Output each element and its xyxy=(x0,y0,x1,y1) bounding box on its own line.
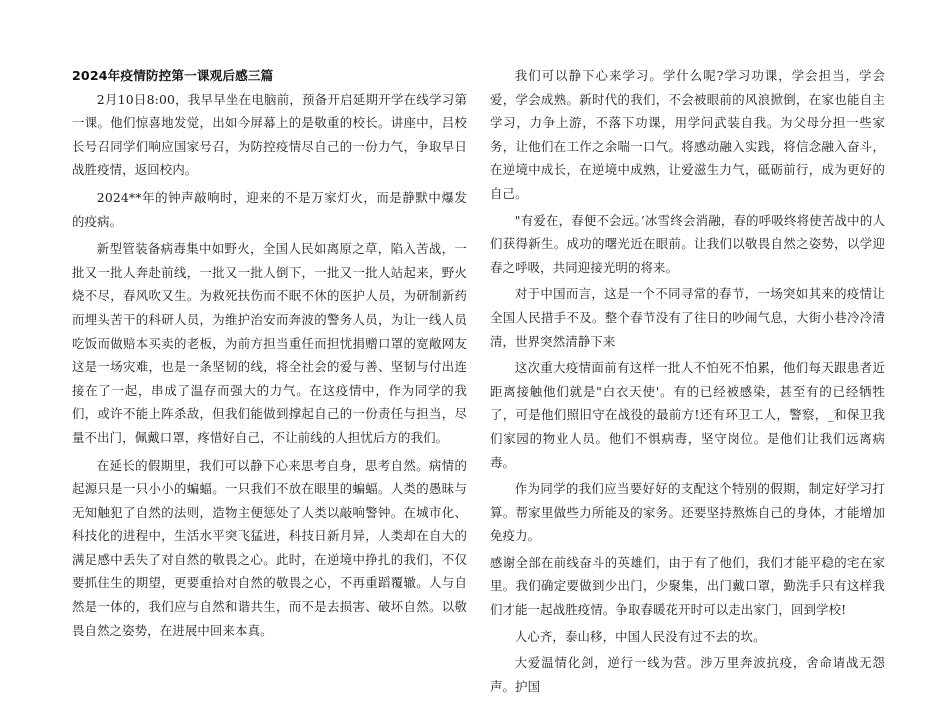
paragraph: 感谢全部在前线奋斗的英雄们，由于有了他们，我们才能平稳的宅在家里。我们确定要做到少出门，少聚集，出门戴口罩，勤洗手只有这样我们才能一起战胜疫情。争取春暖花开时可以走出家门，回到学校! xyxy=(490,554,885,618)
document-title: 2024年疫情防控第一课观后感三篇 xyxy=(72,68,274,83)
right-column xyxy=(490,64,885,701)
paragraph: 人心齐，泰山移，中国人民没有过不去的坎。 xyxy=(514,628,766,644)
left-column xyxy=(72,64,467,646)
paragraph: 这次重大疫情面前有这样一批人不怕死不怕累，他们每天跟患者近距离接触他们就是"白衣天使'。有的已经被感染，甚至有的已经牺牲了，可是他们照旧守在战役的最前方!还有环卫工人，警察，_和保卫我们家园的物业人员。他们不惧病毒，坚守岗位。是他们让我们远离病毒。 xyxy=(490,360,885,470)
paragraph: 2月10日8:00，我早早坐在电脑前，预备开启延期开学在线学习第一课。他们惊喜地发觉，出如今屏幕上的是敬重的校长。讲座中，吕校长号召同学们响应国家号召，为防控疫情尽自己的一份力气，争取早日战胜疫情，返回校内。 xyxy=(72,91,467,178)
paragraph: "有爱在，春便不会远。’冰雪终会消融，春的呼吸终将使苦战中的人们获得新生。成功的曙光近在眼前。让我们以敬畏自然之姿势，以学迎春之呼吸，共同迎接光明的将来。 xyxy=(490,212,885,275)
paragraph: 作为同学的我们应当要好好的支配这个特别的假期，制定好学习打算。帮家里做些力所能及的家务。还要坚持熬炼自己的身体，才能增加免疫力。 xyxy=(490,481,885,544)
paragraph: 对于中国而言，这是一个不同寻常的春节，一场突如其来的疫情让全国人民措手不及。整个春节没有了往日的吵闹气息，大街小巷冷冷清清，世界突然清静下来 xyxy=(490,286,885,349)
paragraph: 2024**年的钟声敲响时，迎来的不是万家灯火，而是静默中爆发的疫病。 xyxy=(72,189,467,229)
paragraph: 大爱温情化剑，逆行一线为营。涉万里奔波抗疫，舍命请战无怨声。护国 xyxy=(490,655,885,694)
paragraph: 我们可以静下心来学习。学什么呢?学习功课，学会担当，学会爱，学会成熟。新时代的我们，不会被眼前的风浪掀倒，在家也能自主学习，力争上游，不落下功课，用学问武装自我。为父母分担一些家务，让他们在工作之余喘一口气。将感动融入实践，将信念融入奋斗，在逆境中成长，在逆境中成熟，让爱滋生力气，砥砺前行，成为更好的自己。 xyxy=(490,68,885,201)
paragraph: 新型管装备病毒集中如野火，全国人民如离原之草，陷入苦战，一批又一批人奔赴前线，一批又一批人倒下，一批又一批人站起来，野火烧不尽，春风吹又生。为救死扶伤而不眠不休的医护人员，为研制新药而埋头苦干的科研人员，为维护治安而奔波的警务人员，为让一线人员吃饭而做赔本买卖的老板，为前方担当重任而担忧捐赠口罩的宽敞网友这是一场灾难，也是一条坚韧的线，将全社会的爱与善、坚韧与付出连接在了一起，串成了温存而强大的力气。在这疫情中，作为同学的我们，或许不能上阵杀敌，但我们能做到撑起自己的一份责任与担当，尽量不出门，佩戴口罩，疼惜好自己，不让前线的人担忧后方的我们。 xyxy=(72,241,467,445)
paragraph: 在延长的假期里，我们可以静下心来思考自身，思考自然。病情的起源只是一只小小的蝙蝠。一只我们不放在眼里的蝙蝠。人类的愚昧与无知触犯了自然的法则，造物主便惩处了人类以敲响警钟。在城市化、科技化的进程中，生活水平突飞猛进，科技日新月异，人类却在自大的满足感中丢失了对自然的敬畏之心。此时，在逆境中挣扎的我们，不仅要抓住生的期望，更要重拾对自然的敬畏之心，不再重蹈覆辙。人与自然是一体的，我们应与自然和谐共生，而不是去损害、破坏自然。以敬畏自然之姿势，在进展中回来本真。 xyxy=(72,457,467,638)
